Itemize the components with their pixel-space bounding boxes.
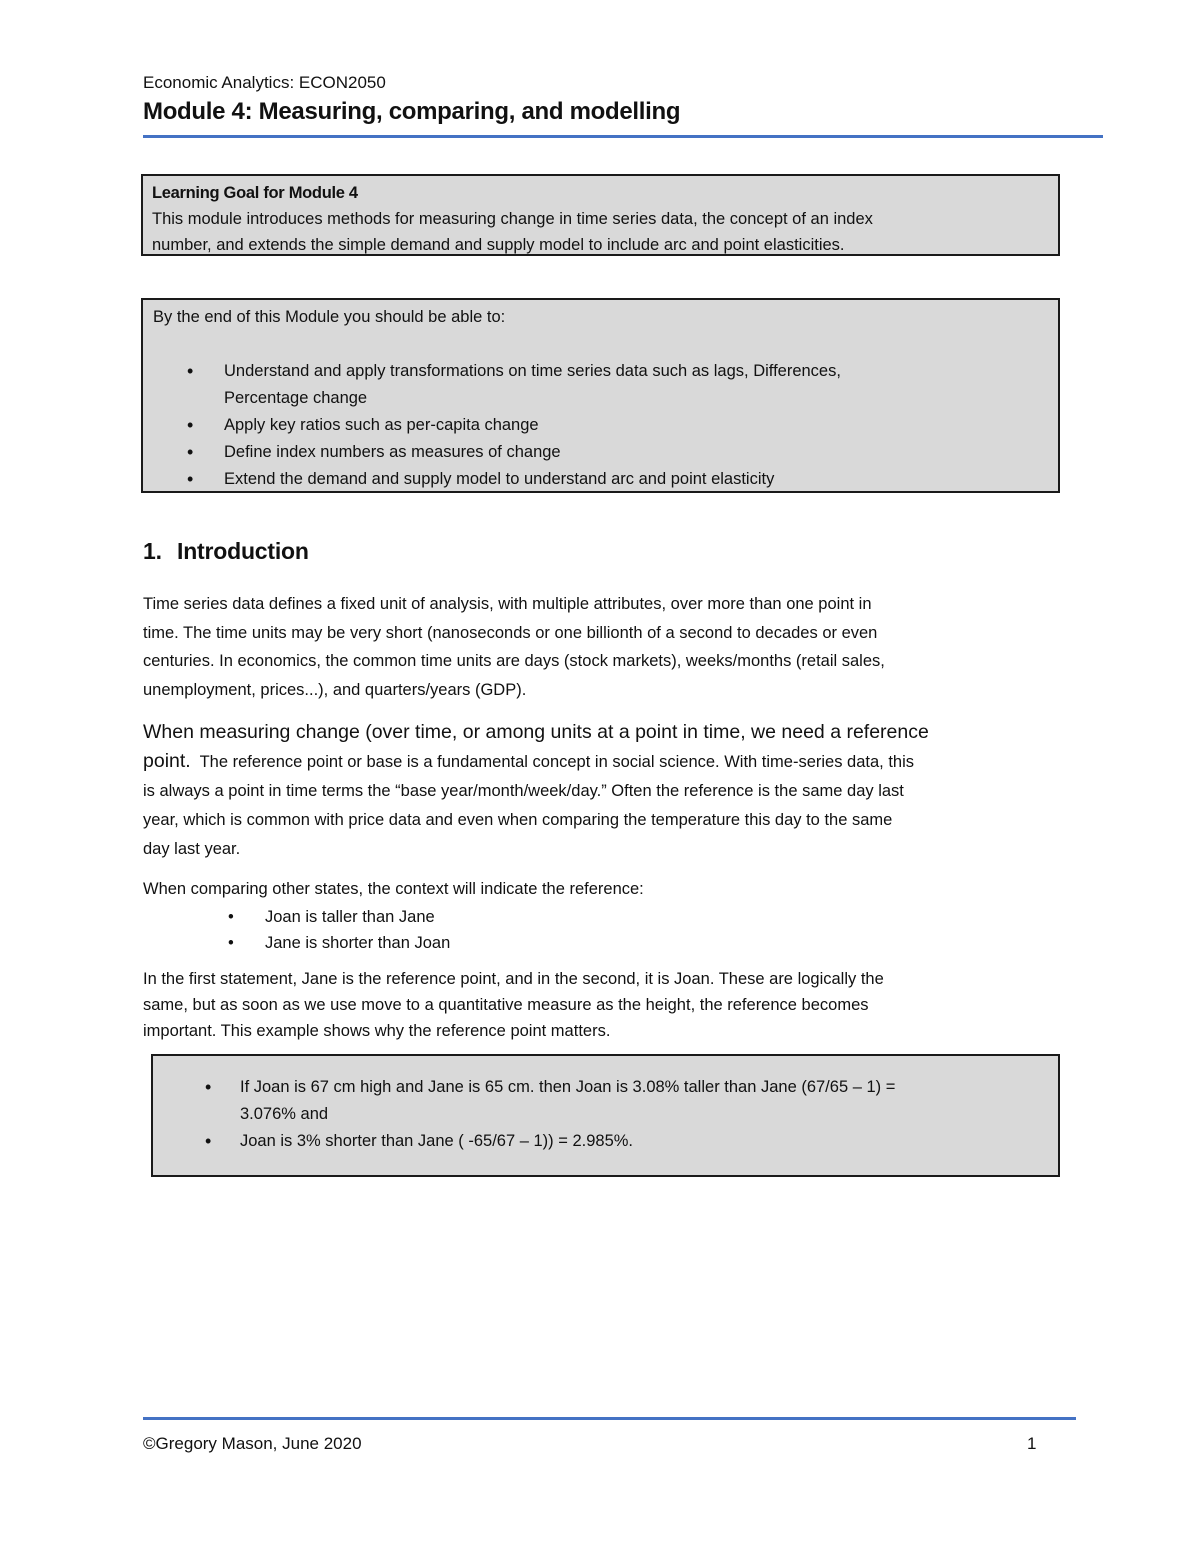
page-number: 1: [1027, 1434, 1037, 1453]
objective-text: Percentage change: [224, 389, 368, 407]
paragraph-line: Time series data defines a fixed unit of analysis, with multiple attributes, over more than one point in: [143, 595, 872, 613]
paragraph-line: year, which is common with price data and even when comparing the temperature this day to the same: [143, 811, 893, 829]
intro-paragraph: [143, 590, 1063, 704]
objective-item: [153, 358, 1048, 412]
footer-rule: [143, 1417, 1076, 1420]
learning-goal-text-line: number, and extends the simple demand and supply model to include arc and point elasticities.: [152, 236, 845, 254]
paragraph-lead-line: When measuring change (over time, or among units at a point in time, we need a reference: [143, 721, 929, 743]
paragraph-line: The reference point or base is a fundamental concept in social science. With time-series data, this: [199, 753, 915, 771]
example-text: 3.076% and: [240, 1105, 329, 1123]
objectives-list: [153, 358, 1048, 493]
objective-item: [153, 439, 1048, 466]
objectives-intro: By the end of this Module you should be able to:: [153, 308, 506, 326]
comparison-paragraph: When comparing other states, the context will indicate the reference:: [143, 880, 644, 898]
course-name: Economic Analytics: ECON2050: [143, 73, 386, 92]
paragraph-lead-word: point.: [143, 750, 191, 772]
objective-text: • Extend the demand and supply model to understand arc and point elasticity: [224, 470, 775, 488]
example-box: [151, 1054, 1060, 1177]
list-item: • Jane is shorter than Joan: [228, 930, 450, 956]
example-list: [163, 1074, 1048, 1155]
header-rule: [143, 135, 1103, 138]
paragraph-line: centuries. In economics, the common time units are days (stock markets), weeks/months (retail sales,: [143, 652, 885, 670]
comparison-list: [228, 904, 450, 956]
learning-goal-heading: Learning Goal for Module 4: [152, 184, 358, 202]
paragraph-line: same, but as soon as we use move to a quantitative measure as the height, the reference becomes: [143, 996, 869, 1014]
objective-text: • Apply key ratios such as per-capita change: [224, 416, 539, 434]
example-item: [163, 1128, 1048, 1155]
paragraph-line: In the first statement, Jane is the reference point, and in the second, it is Joan. These are logically the: [143, 970, 884, 988]
paragraph-line: unemployment, prices...), and quarters/years (GDP).: [143, 680, 527, 699]
page-title: Module 4: Measuring, comparing, and modelling: [143, 98, 681, 125]
paragraph-line: time. The time units may be very short (nanoseconds or one billionth of a second to decades or even: [143, 623, 878, 642]
paragraph-line: is always a point in time terms the “base year/month/week/day.” Often the reference is the same day last: [143, 782, 904, 800]
example-item: [163, 1074, 1048, 1128]
footer-copyright: ©Gregory Mason, June 2020: [143, 1434, 362, 1453]
learning-goal-box: [141, 174, 1060, 256]
objective-item: [153, 466, 1048, 493]
objective-text: • Understand and apply transformations on time series data such as lags, Differences,: [224, 362, 841, 380]
objective-item: [153, 412, 1048, 439]
paragraph-line: day last year.: [143, 840, 241, 858]
section-number: 1.: [143, 538, 162, 564]
section-title: Introduction: [177, 538, 309, 564]
objectives-box: [141, 298, 1060, 493]
paragraph-line: important. This example shows why the reference point matters.: [143, 1022, 611, 1040]
logic-paragraph: [143, 966, 1063, 1044]
learning-goal-text-line: This module introduces methods for measuring change in time series data, the concept of an index: [152, 210, 873, 228]
reference-point-paragraph: [143, 718, 1063, 864]
objective-text: • Define index numbers as measures of change: [224, 443, 561, 461]
example-text: • Joan is 3% shorter than Jane ( -65/67 – 1)) = 2.985%.: [240, 1132, 634, 1150]
list-item: • Joan is taller than Jane: [228, 904, 450, 930]
section-heading: [143, 538, 309, 565]
example-text: • If Joan is 67 cm high and Jane is 65 cm. then Joan is 3.08% taller than Jane (67/65 – 1) =: [240, 1078, 896, 1096]
